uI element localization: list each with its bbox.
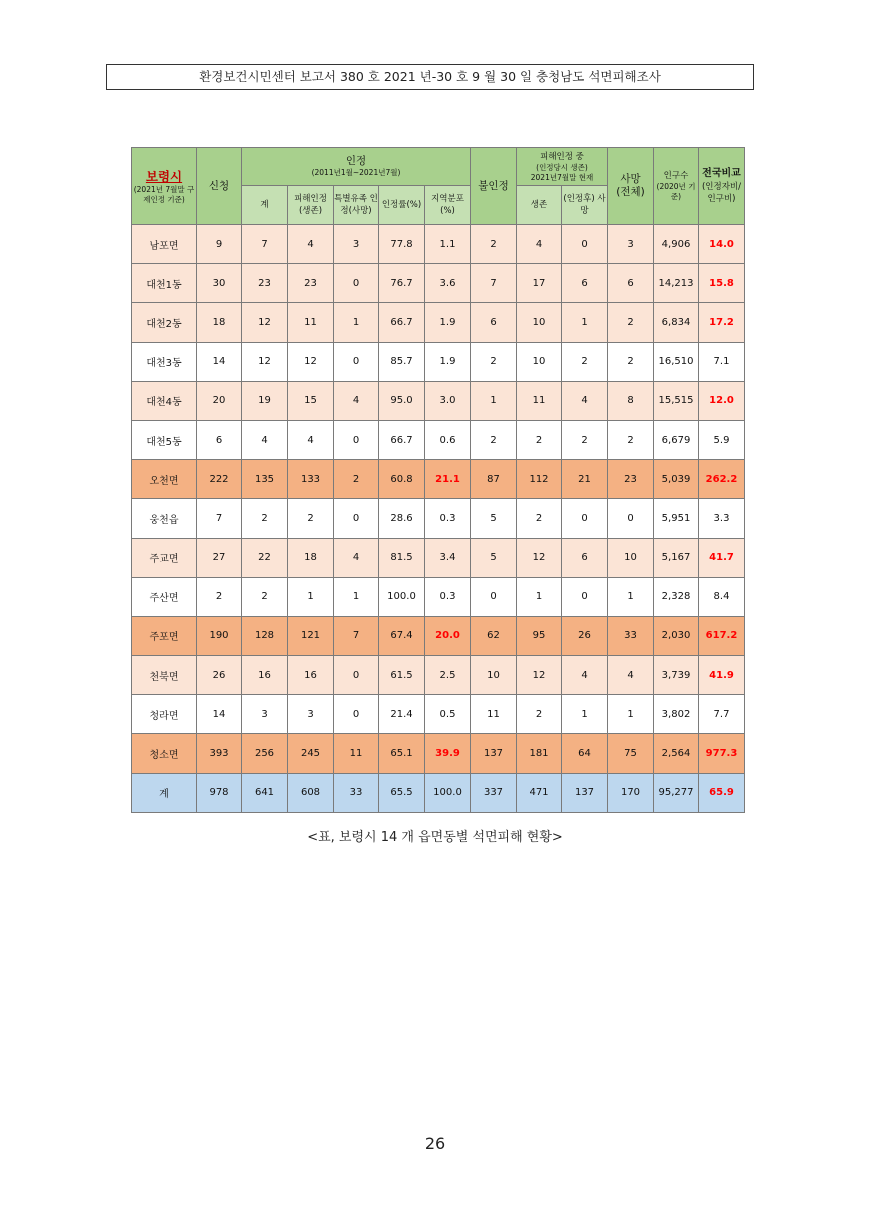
- cell-death: 75: [608, 734, 654, 773]
- page-number: 26: [424, 1134, 446, 1153]
- cell-apply: 18: [197, 303, 242, 342]
- row-name: 주포면: [132, 616, 197, 655]
- cell-special: 7: [334, 616, 379, 655]
- cell-special: 1: [334, 577, 379, 616]
- cell-special: 0: [334, 695, 379, 734]
- cell-dead-after: 21: [562, 460, 608, 499]
- cell-apply: 30: [197, 264, 242, 303]
- cell-dead-after: 137: [562, 773, 608, 812]
- header-population: 인구수 (2020년 기준): [654, 148, 699, 225]
- cell-region: 20.0: [425, 616, 471, 655]
- cell-dead-after: 64: [562, 734, 608, 773]
- cell-total: 128: [242, 616, 288, 655]
- cell-total: 4: [242, 420, 288, 459]
- cell-victim: 121: [288, 616, 334, 655]
- table-row: [132, 420, 745, 459]
- cell-death: 1: [608, 695, 654, 734]
- cell-population: 6,679: [654, 420, 699, 459]
- cell-death: 170: [608, 773, 654, 812]
- cell-total: 7: [242, 225, 288, 264]
- asbestos-damage-table: [131, 147, 745, 813]
- cell-population: 2,564: [654, 734, 699, 773]
- row-name: 웅천읍: [132, 499, 197, 538]
- table-row: [132, 460, 745, 499]
- cell-population: 16,510: [654, 342, 699, 381]
- cell-dead-after: 2: [562, 342, 608, 381]
- cell-alive: 12: [517, 656, 562, 695]
- cell-death: 8: [608, 381, 654, 420]
- header-dead-after: (인정후) 사망: [562, 186, 608, 225]
- cell-national: 262.2: [699, 460, 745, 499]
- cell-population: 6,834: [654, 303, 699, 342]
- cell-death: 2: [608, 420, 654, 459]
- cell-special: 4: [334, 538, 379, 577]
- cell-region: 2.5: [425, 656, 471, 695]
- header-total: 계: [242, 186, 288, 225]
- table-row: [132, 695, 745, 734]
- cell-national: 17.2: [699, 303, 745, 342]
- cell-reject: 62: [471, 616, 517, 655]
- table-row: [132, 264, 745, 303]
- cell-population: 5,167: [654, 538, 699, 577]
- cell-reject: 1: [471, 381, 517, 420]
- cell-national: 41.9: [699, 656, 745, 695]
- cell-region: 1.9: [425, 342, 471, 381]
- cell-victim: 2: [288, 499, 334, 538]
- cell-reject: 0: [471, 577, 517, 616]
- cell-dead-after: 1: [562, 303, 608, 342]
- cell-total: 19: [242, 381, 288, 420]
- cell-population: 2,328: [654, 577, 699, 616]
- cell-total: 22: [242, 538, 288, 577]
- row-name: 청라면: [132, 695, 197, 734]
- cell-total: 641: [242, 773, 288, 812]
- cell-total: 2: [242, 577, 288, 616]
- cell-rate: 67.4: [379, 616, 425, 655]
- cell-rate: 28.6: [379, 499, 425, 538]
- cell-rate: 95.0: [379, 381, 425, 420]
- table-row: [132, 381, 745, 420]
- cell-alive: 181: [517, 734, 562, 773]
- cell-alive: 12: [517, 538, 562, 577]
- cell-death: 2: [608, 303, 654, 342]
- cell-national: 5.9: [699, 420, 745, 459]
- cell-total: 23: [242, 264, 288, 303]
- cell-special: 11: [334, 734, 379, 773]
- cell-dead-after: 0: [562, 499, 608, 538]
- cell-region: 21.1: [425, 460, 471, 499]
- cell-national: 65.9: [699, 773, 745, 812]
- cell-dead-after: 26: [562, 616, 608, 655]
- cell-rate: 100.0: [379, 577, 425, 616]
- cell-apply: 14: [197, 342, 242, 381]
- cell-region: 0.5: [425, 695, 471, 734]
- cell-total: 12: [242, 303, 288, 342]
- cell-total: 256: [242, 734, 288, 773]
- cell-apply: 6: [197, 420, 242, 459]
- cell-population: 15,515: [654, 381, 699, 420]
- cell-dead-after: 0: [562, 225, 608, 264]
- cell-population: 3,802: [654, 695, 699, 734]
- cell-national: 3.3: [699, 499, 745, 538]
- cell-dead-after: 2: [562, 420, 608, 459]
- cell-total: 3: [242, 695, 288, 734]
- cell-population: 3,739: [654, 656, 699, 695]
- cell-alive: 2: [517, 420, 562, 459]
- table-row: [132, 499, 745, 538]
- cell-alive: 2: [517, 499, 562, 538]
- table-row: [132, 225, 745, 264]
- cell-reject: 6: [471, 303, 517, 342]
- cell-national: 617.2: [699, 616, 745, 655]
- cell-alive: 10: [517, 303, 562, 342]
- cell-population: 4,906: [654, 225, 699, 264]
- header-victim: 피해인정 (생존): [288, 186, 334, 225]
- header-rate: 인정률(%): [379, 186, 425, 225]
- header-within-recognized: 피해인정 중 (인정당시 생존) 2021년7월말 현재: [517, 148, 608, 186]
- table-row: [132, 577, 745, 616]
- cell-alive: 4: [517, 225, 562, 264]
- header-reject: 불인정: [471, 148, 517, 225]
- cell-death: 3: [608, 225, 654, 264]
- cell-population: 14,213: [654, 264, 699, 303]
- row-name: 계: [132, 773, 197, 812]
- cell-alive: 471: [517, 773, 562, 812]
- table-total-row: [132, 773, 745, 812]
- cell-alive: 95: [517, 616, 562, 655]
- row-name: 대천5동: [132, 420, 197, 459]
- cell-total: 16: [242, 656, 288, 695]
- table-row: [132, 538, 745, 577]
- cell-reject: 2: [471, 225, 517, 264]
- cell-dead-after: 1: [562, 695, 608, 734]
- header-city: 보령시 (2021년 7월말 구제인정 기준): [132, 148, 197, 225]
- header-region: 지역분포 (%): [425, 186, 471, 225]
- cell-death: 23: [608, 460, 654, 499]
- cell-apply: 26: [197, 656, 242, 695]
- cell-rate: 66.7: [379, 420, 425, 459]
- cell-national: 14.0: [699, 225, 745, 264]
- cell-national: 7.7: [699, 695, 745, 734]
- cell-special: 4: [334, 381, 379, 420]
- cell-victim: 3: [288, 695, 334, 734]
- cell-apply: 978: [197, 773, 242, 812]
- cell-rate: 85.7: [379, 342, 425, 381]
- header-apply: 신청: [197, 148, 242, 225]
- cell-region: 3.4: [425, 538, 471, 577]
- cell-death: 10: [608, 538, 654, 577]
- header-alive: 생존: [517, 186, 562, 225]
- cell-total: 12: [242, 342, 288, 381]
- cell-apply: 27: [197, 538, 242, 577]
- row-name: 대천3동: [132, 342, 197, 381]
- header-recognition: 인정 (2011년1월~2021년7월): [242, 148, 471, 186]
- header-national-comparison: 전국비교 (인정자비/ 인구비): [699, 148, 745, 225]
- document-header: 환경보건시민센터 보고서 380 호 2021 년-30 호 9 월 30 일 충청남도 석면피해조사: [106, 64, 754, 90]
- cell-victim: 15: [288, 381, 334, 420]
- cell-apply: 9: [197, 225, 242, 264]
- cell-death: 4: [608, 656, 654, 695]
- cell-region: 1.9: [425, 303, 471, 342]
- cell-rate: 77.8: [379, 225, 425, 264]
- cell-population: 5,951: [654, 499, 699, 538]
- row-name: 주교면: [132, 538, 197, 577]
- cell-victim: 12: [288, 342, 334, 381]
- cell-population: 5,039: [654, 460, 699, 499]
- cell-dead-after: 6: [562, 538, 608, 577]
- cell-special: 0: [334, 264, 379, 303]
- cell-victim: 4: [288, 225, 334, 264]
- cell-special: 0: [334, 656, 379, 695]
- cell-reject: 2: [471, 342, 517, 381]
- cell-victim: 11: [288, 303, 334, 342]
- cell-apply: 14: [197, 695, 242, 734]
- cell-dead-after: 0: [562, 577, 608, 616]
- cell-region: 0.3: [425, 577, 471, 616]
- cell-reject: 7: [471, 264, 517, 303]
- cell-national: 977.3: [699, 734, 745, 773]
- table-row: [132, 303, 745, 342]
- table-row: [132, 616, 745, 655]
- cell-victim: 18: [288, 538, 334, 577]
- row-name: 대천1동: [132, 264, 197, 303]
- row-name: 청소면: [132, 734, 197, 773]
- cell-rate: 76.7: [379, 264, 425, 303]
- table-caption: <표, 보령시 14 개 읍면동별 석면피해 현황>: [307, 830, 563, 845]
- cell-rate: 61.5: [379, 656, 425, 695]
- header-row-1: [132, 148, 745, 186]
- cell-region: 39.9: [425, 734, 471, 773]
- cell-apply: 7: [197, 499, 242, 538]
- cell-rate: 66.7: [379, 303, 425, 342]
- header-special: 특별유족 인정(사망): [334, 186, 379, 225]
- cell-victim: 16: [288, 656, 334, 695]
- cell-special: 0: [334, 499, 379, 538]
- cell-rate: 65.1: [379, 734, 425, 773]
- cell-alive: 1: [517, 577, 562, 616]
- cell-alive: 10: [517, 342, 562, 381]
- table-row: [132, 342, 745, 381]
- cell-reject: 10: [471, 656, 517, 695]
- cell-reject: 2: [471, 420, 517, 459]
- cell-national: 15.8: [699, 264, 745, 303]
- row-name: 주산면: [132, 577, 197, 616]
- cell-total: 135: [242, 460, 288, 499]
- cell-reject: 5: [471, 499, 517, 538]
- cell-special: 0: [334, 420, 379, 459]
- cell-alive: 17: [517, 264, 562, 303]
- cell-rate: 65.5: [379, 773, 425, 812]
- cell-apply: 2: [197, 577, 242, 616]
- cell-reject: 87: [471, 460, 517, 499]
- cell-rate: 81.5: [379, 538, 425, 577]
- cell-reject: 337: [471, 773, 517, 812]
- cell-death: 1: [608, 577, 654, 616]
- cell-total: 2: [242, 499, 288, 538]
- cell-reject: 5: [471, 538, 517, 577]
- cell-apply: 393: [197, 734, 242, 773]
- cell-victim: 1: [288, 577, 334, 616]
- cell-reject: 137: [471, 734, 517, 773]
- cell-population: 95,277: [654, 773, 699, 812]
- row-name: 대천4동: [132, 381, 197, 420]
- cell-death: 0: [608, 499, 654, 538]
- cell-region: 3.6: [425, 264, 471, 303]
- cell-region: 0.6: [425, 420, 471, 459]
- cell-apply: 20: [197, 381, 242, 420]
- cell-alive: 11: [517, 381, 562, 420]
- cell-dead-after: 4: [562, 381, 608, 420]
- cell-alive: 2: [517, 695, 562, 734]
- cell-special: 1: [334, 303, 379, 342]
- cell-victim: 23: [288, 264, 334, 303]
- cell-national: 7.1: [699, 342, 745, 381]
- cell-dead-after: 6: [562, 264, 608, 303]
- row-name: 남포면: [132, 225, 197, 264]
- cell-national: 41.7: [699, 538, 745, 577]
- cell-dead-after: 4: [562, 656, 608, 695]
- row-name: 오천면: [132, 460, 197, 499]
- table-row: [132, 734, 745, 773]
- cell-victim: 608: [288, 773, 334, 812]
- cell-victim: 4: [288, 420, 334, 459]
- table-row: [132, 656, 745, 695]
- cell-region: 1.1: [425, 225, 471, 264]
- cell-apply: 190: [197, 616, 242, 655]
- cell-victim: 133: [288, 460, 334, 499]
- cell-death: 2: [608, 342, 654, 381]
- cell-population: 2,030: [654, 616, 699, 655]
- header-death: 사망 (전체): [608, 148, 654, 225]
- row-name: 천북면: [132, 656, 197, 695]
- cell-special: 2: [334, 460, 379, 499]
- cell-victim: 245: [288, 734, 334, 773]
- cell-region: 0.3: [425, 499, 471, 538]
- cell-rate: 60.8: [379, 460, 425, 499]
- cell-death: 6: [608, 264, 654, 303]
- cell-national: 12.0: [699, 381, 745, 420]
- cell-death: 33: [608, 616, 654, 655]
- cell-region: 3.0: [425, 381, 471, 420]
- cell-special: 3: [334, 225, 379, 264]
- cell-alive: 112: [517, 460, 562, 499]
- cell-special: 33: [334, 773, 379, 812]
- cell-special: 0: [334, 342, 379, 381]
- cell-apply: 222: [197, 460, 242, 499]
- row-name: 대천2동: [132, 303, 197, 342]
- cell-region: 100.0: [425, 773, 471, 812]
- cell-national: 8.4: [699, 577, 745, 616]
- cell-reject: 11: [471, 695, 517, 734]
- cell-rate: 21.4: [379, 695, 425, 734]
